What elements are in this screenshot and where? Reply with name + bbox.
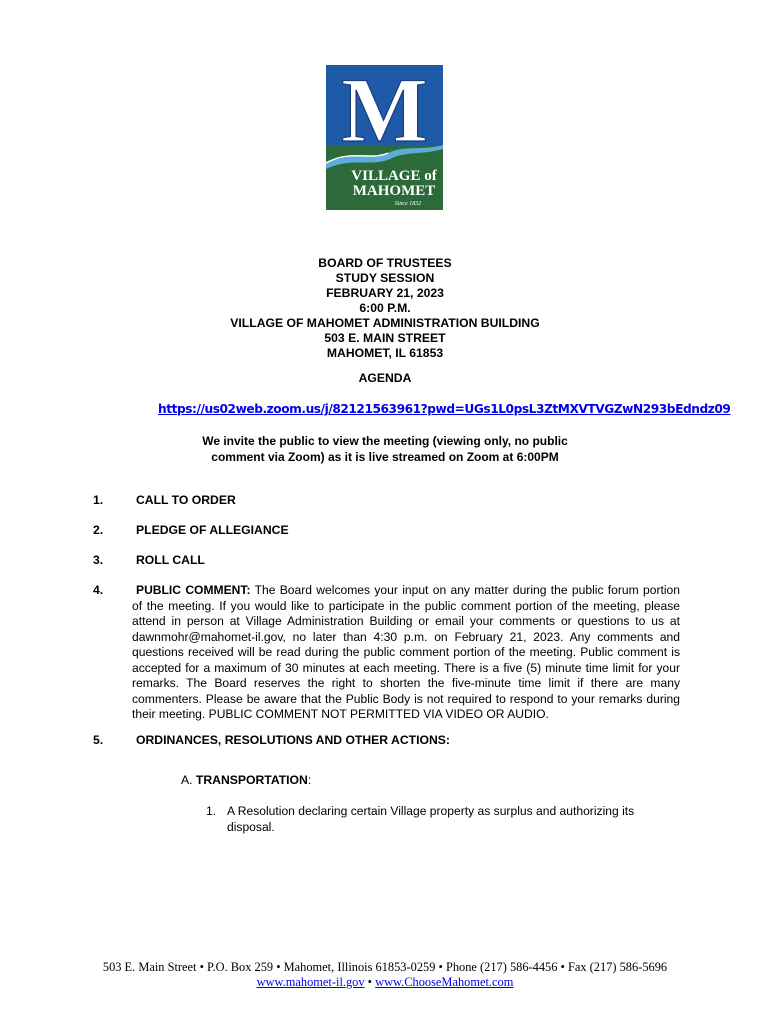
footer-separator: • (364, 975, 376, 989)
header-line-session: STUDY SESSION (335, 271, 435, 285)
zoom-meeting-link[interactable]: https://us02web.zoom.us/j/82121563961?pwd=UGs1L0psL3ZtMXVTVGZwN293bEdndz09 (158, 402, 731, 416)
village-logo-graphic (326, 65, 443, 210)
item-number: 3. (93, 553, 104, 567)
header-line-date: FEBRUARY 21, 2023 (326, 286, 444, 300)
item-number: 2. (93, 523, 104, 537)
item-ordinances: ORDINANCES, RESOLUTIONS AND OTHER ACTIONS: (136, 733, 450, 747)
item-number: 4. (93, 583, 104, 597)
logo-line2: MAHOMET (352, 183, 436, 199)
village-website-link[interactable]: www.mahomet-il.gov (256, 975, 365, 989)
subsection-item-number: 1. (206, 804, 217, 818)
header-line-time: 6:00 P.M. (359, 301, 411, 315)
item-call-to-order: CALL TO ORDER (136, 493, 236, 507)
logo-line1: VILLAGE of (351, 168, 437, 184)
footer-address: 503 E. Main Street • P.O. Box 259 • Mahomet, Illinois 61853-0259 • Phone (217) 586-4456 • Fax (217) 586-5696 (102, 960, 668, 974)
subsection-colon: : (307, 773, 312, 787)
public-comment-paragraph (132, 583, 680, 723)
header-line-street: 503 E. MAIN STREET (324, 331, 446, 345)
subsection-transportation (181, 773, 311, 787)
meeting-header (0, 256, 770, 361)
header-line-board: BOARD OF TRUSTEES (318, 256, 452, 270)
header-line-city: MAHOMET, IL 61853 (326, 346, 444, 360)
item-number: 5. (93, 733, 104, 747)
subsection-item-text: A Resolution declaring certain Village property as surplus and authorizing its disposal. (227, 804, 635, 834)
village-logo (326, 65, 443, 210)
page-footer (0, 960, 770, 990)
header-line-location: VILLAGE OF MAHOMET ADMINISTRATION BUILDING (230, 316, 540, 330)
subsection-letter: A. (181, 773, 193, 787)
footer-links (0, 975, 770, 990)
subsection-title: TRANSPORTATION (195, 773, 308, 787)
logo-since: Since 1832 (394, 201, 422, 207)
invite-notice: We invite the public to view the meeting (viewing only, no public comment via Zoom) as it is live streamed on Zoom at 6:00PM (202, 434, 568, 464)
logo-letter: M (341, 65, 428, 161)
item-roll-call: ROLL CALL (136, 553, 205, 567)
item-pledge: PLEDGE OF ALLEGIANCE (136, 523, 289, 537)
agenda-title: AGENDA (358, 371, 412, 385)
item-number: 1. (93, 493, 104, 507)
choose-mahomet-link[interactable]: www.ChooseMahomet.com (375, 975, 514, 989)
item-public-comment: PUBLIC COMMENT: (136, 583, 251, 597)
public-comment-text: The Board welcomes your input on any matter during the public forum portion of the meeting. If you would like to participate in the public comment portion of the meeting, please attend in person at Village Administration Building or email your comments or questions to us at dawnmohr@mahomet-il.gov, no later than 4:30 p.m. on February 21, 2023. Any comments and questions received will be read during the public comment portion of the meeting. Public comment is accepted for a maximum of 30 minutes at each meeting. There is a five (5) minute time limit for your remarks. The Board reserves the right to shorten the five-minute time limit if there are many commenters. Please be aware that the Public Body is not required to respond to your remarks during their meeting. PUBLIC COMMENT NOT PERMITTED VIA VIDEO OR AUDIO. (132, 583, 680, 721)
